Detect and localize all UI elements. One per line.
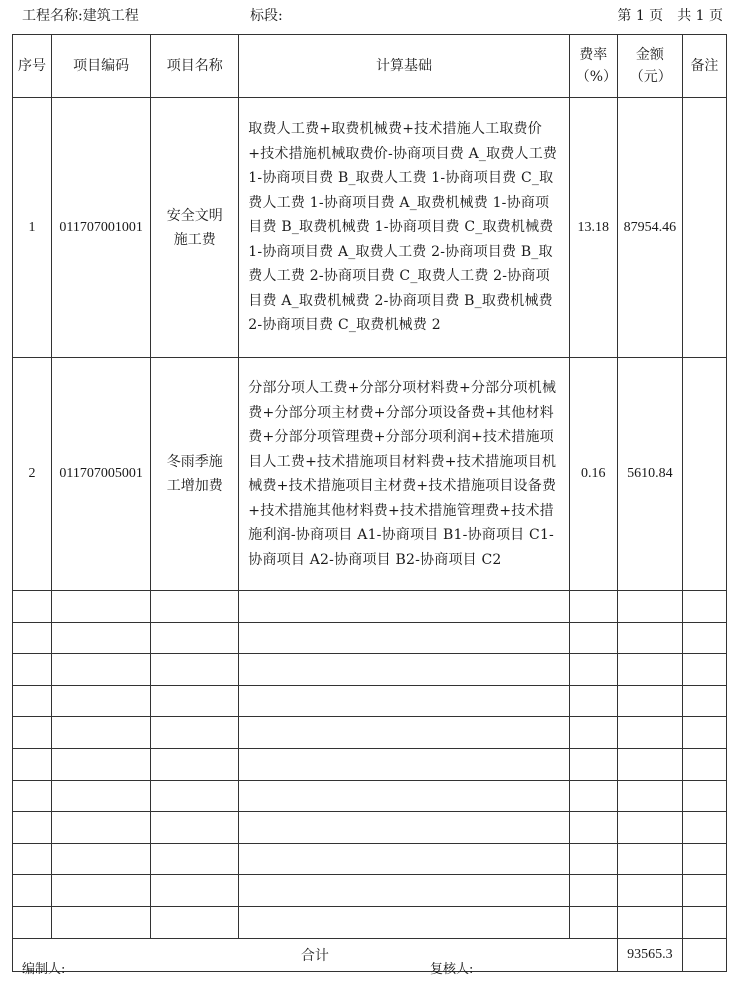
- row-rate: 0.16: [569, 358, 617, 591]
- header-row: [13, 35, 727, 98]
- empty-row: [13, 591, 727, 623]
- empty-row: [13, 875, 727, 907]
- fee-table: [12, 34, 727, 972]
- empty-row: [13, 622, 727, 654]
- total-label: 合计: [13, 938, 618, 971]
- empty-row: [13, 654, 727, 686]
- row-seq: 1: [13, 98, 52, 358]
- col-basis: 计算基础: [239, 35, 569, 98]
- project-name: 工程名称:建筑工程: [22, 8, 139, 24]
- row-basis: 取费人工费+取费机械费+技术措施人工取费价+技术措施机械取费价-协商项目费 A_取费人工费 1-协商项目费 B_取费人工费 1-协商项目费 C_取费人工费 1-协商项目费 A_取费机械费 1-协商项目费 B_取费机械费 1-协商项目费 C_取费机械费 1-协商项目费 A_取费人工费 2-协商项目费 B_取费人工费 2-协商项目费 C_取费人工费 2-协商项目费 A_取费机械费 2-协商项目费 B_取费机械费 2-协商项目费 C_取费机械费 2: [239, 98, 569, 358]
- total-row: [13, 938, 727, 971]
- row-name: 安全文明施工费: [151, 98, 239, 358]
- table-row: [13, 358, 727, 591]
- col-name: 项目名称: [151, 35, 239, 98]
- total-remark: [682, 938, 726, 971]
- empty-row: [13, 780, 727, 812]
- row-code: 011707005001: [52, 358, 151, 591]
- col-code: 项目编码: [52, 35, 151, 98]
- row-code: 011707001001: [52, 98, 151, 358]
- row-name: 冬雨季施工增加费: [151, 358, 239, 591]
- empty-row: [13, 685, 727, 717]
- empty-row: [13, 906, 727, 938]
- table-row: [13, 98, 727, 358]
- page-indicator: [617, 6, 723, 26]
- empty-row: [13, 843, 727, 875]
- row-basis: 分部分项人工费+分部分项材料费+分部分项机械费+分部分项主材费+分部分项设备费+其他材料费+分部分项管理费+分部分项利润+技术措施项目人工费+技术措施项目材料费+技术措施项目机械费+技术措施项目主材费+技术措施项目设备费+技术措施其他材料费+技术措施管理费+技术措施利润-协商项目 A1-协商项目 B1-协商项目 C1-协商项目 A2-协商项目 B2-协商项目 C2: [239, 358, 569, 591]
- col-rate: 费率（%）: [569, 35, 617, 98]
- row-remark: [682, 98, 726, 358]
- row-rate: 13.18: [569, 98, 617, 358]
- row-amount: 5610.84: [617, 358, 682, 591]
- col-remark: 备注: [682, 35, 726, 98]
- empty-row: [13, 812, 727, 844]
- col-seq: 序号: [13, 35, 52, 98]
- page-current: 第 1 页: [617, 8, 664, 24]
- row-seq: 2: [13, 358, 52, 591]
- row-amount: 87954.46: [617, 98, 682, 358]
- maker-label: 编制人:: [22, 962, 66, 977]
- reviewer-label: 复核人:: [430, 962, 474, 977]
- empty-row: [13, 748, 727, 780]
- col-amount: 金额（元）: [617, 35, 682, 98]
- page-total: 共 1 页: [677, 8, 723, 24]
- row-remark: [682, 358, 726, 591]
- section-label: 标段:: [250, 8, 283, 24]
- total-amount: 93565.3: [617, 938, 682, 971]
- empty-row: [13, 717, 727, 749]
